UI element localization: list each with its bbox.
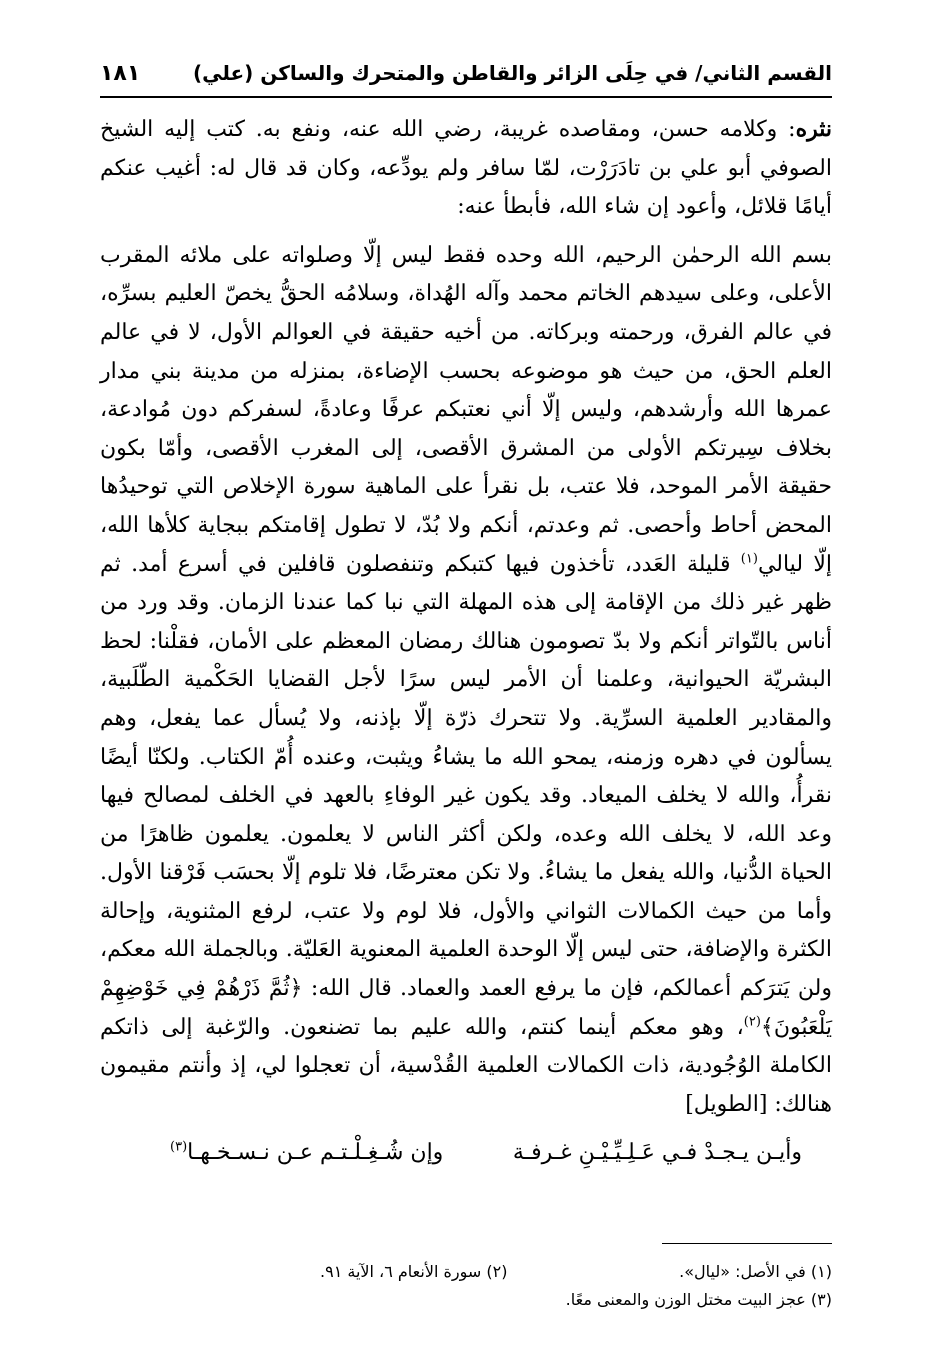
letter-text-1: بسم الله الرحمٰن الرحيم، الله وحده فقط ليس إلّا وصلواته على ملائه المقرب الأعلى، وعلى سيدهم الخاتم محمد وآله الهُداة، وسلامُه الحقُّ يخصّ العليم بسرِّه، في عالم الفرق، ورحمته وبركاته. من أخيه حقيقة في العوالم الأول، لا في عالم العلم الحق، من حيث هو موضوعه بحسب الإضاءة، بمنزله من مدينة بني مدار عمرها الله وأرشدهم، وليس إلّا أني نعتبكم عرفًا وعادةً، لسفركم دون مُوادعة، بخلاف سِيرتكم الأولى من المشرق الأقصى، إلى المغرب الأقصى، وأمّا بكون حقيقة الأمر الموحد، فلا عتب، بل نقرأ على الماهية سورة الإخلاص التي توحيدُها المحض أحاط وأحصى. ثم وعدتم، أنكم ولا بُدّ، لا تطول إقامتكم ببجاية كلأها الله، إلّا ليالي (100, 242, 832, 577)
verse-hemistich-2-text: وإن شُـغِـلْـتـم عـن نـسـخـهـا (187, 1140, 444, 1166)
footnote-ref-1[interactable]: (١) (740, 551, 758, 567)
intro-text: : وكلامه حسن، ومقاصده غريبة، رضي الله عنه، ونفع به. كتب إليه الشيخ الصوفي أبو علي بن تادَرَرْت، لمّا سافر ولم يودِّعه، وكان قد قال له: أغيب عنكم أيامًا قلائل، وأعود إن شاء الله، فأبطأ عنه: (100, 117, 832, 220)
footnote-row (100, 1258, 832, 1286)
letter-text-3: ، وهو معكم أينما كنتم، والله عليم بما تضنعون. والرّغبة إلى ذاتكم الكاملة الوُجُودية، ذات الكمالات العلمية القُدْسية، أن تعجلوا لي، إذ وأنتم مقيمون هنالك: [الطويل] (100, 1014, 832, 1117)
footnote-3: (٣) عجز البيت مختل الوزن والمعنى معًا. (565, 1290, 832, 1309)
verse-hemistich-1: وأيـن يـجـدْ فـي عَـلِـيِّـيْـنِ غـرفـة (512, 1140, 802, 1166)
poetry-verse (100, 1140, 832, 1165)
letter-text-2: قليلة العَدد، تأخذون فيها كتبكم وتنفصلون قافلين في أسرع أمد. ثم ظهر غير ذلك من الإقامة إلى هذه المهلة التي نبا كما عندنا الزمان. وقد ورد من أناس بالتّواتر أنكم ولا بدّ تصومون هنالك رمضان المعظم على الأمان، فقلْنا: لحظ البشريّة الحيوانية، وعلمنا أن الأمر ليس سرًا لأجل القضايا الحَكْمية الطّلَبية، والمقادير العلمية السرِّية. ولا تتحرك ذرّة إلّا بإذنه، ولا يُسأل عما يفعل، وهم يسألون في دهره وزمنه، يمحو الله ما يشاءُ ويثبت، وعنده أُمّ الكتاب. ولكنّا أيضًا نقرأُ، والله لا يخلف الميعاد. وقد يكون غير الوفاءِ بالعهد في الخلف لمصالح فيها وعد الله، لا يخلف الله وعده، ولكن أكثر الناس لا يعلمون. يعلمون ظاهرًا من الحياة الدُّنيا، والله يفعل ما يشاءُ. ولا تكن معترضًا، فلا تلوم إلّا بحسَب فَرْقنا الأول. وأما من حيث الكمالات الثواني والأول، فلا لوم ولا عتب، لرفع المثنوية، وإحالة الكثرة والإضافة، حتى ليس إلّا الوحدة العلمية المعنوية العَليّة. وبالجملة الله معكم، ولن يَترَكم أعمالكم، فإن ما يرفع العمد والعماد. قال الله: (100, 551, 832, 1002)
footnote-ref-3[interactable]: (٣) (170, 1140, 188, 1156)
running-title: القسم الثاني/ في حِلَى الزائر والقاطن والمتحرك والساكن (علي) (192, 61, 832, 85)
header-rule (100, 96, 832, 98)
footnote-row (100, 1286, 832, 1314)
running-header (100, 50, 832, 96)
page-number: ١٨١ (100, 60, 141, 86)
intro-lead-word: نثره (795, 116, 832, 142)
footnote-1: (١) في الأصل: «ليال». (679, 1262, 832, 1281)
main-text (100, 110, 832, 1165)
footnote-2: (٢) سورة الأنعام ٦، الآية ٩١. (320, 1262, 508, 1281)
quran-verse: ﴿ثُمَّ ذَرْهُمْ فِي خَوْضِهِمْ يَلْعَبُونَ﴾ (100, 976, 832, 1040)
letter-paragraph (100, 237, 832, 1125)
footnote-ref-2[interactable]: (٢) (743, 1014, 761, 1030)
footnotes (100, 1258, 832, 1314)
intro-paragraph (100, 110, 832, 227)
verse-hemistich-2 (170, 1140, 443, 1165)
footnote-rule (662, 1243, 832, 1244)
